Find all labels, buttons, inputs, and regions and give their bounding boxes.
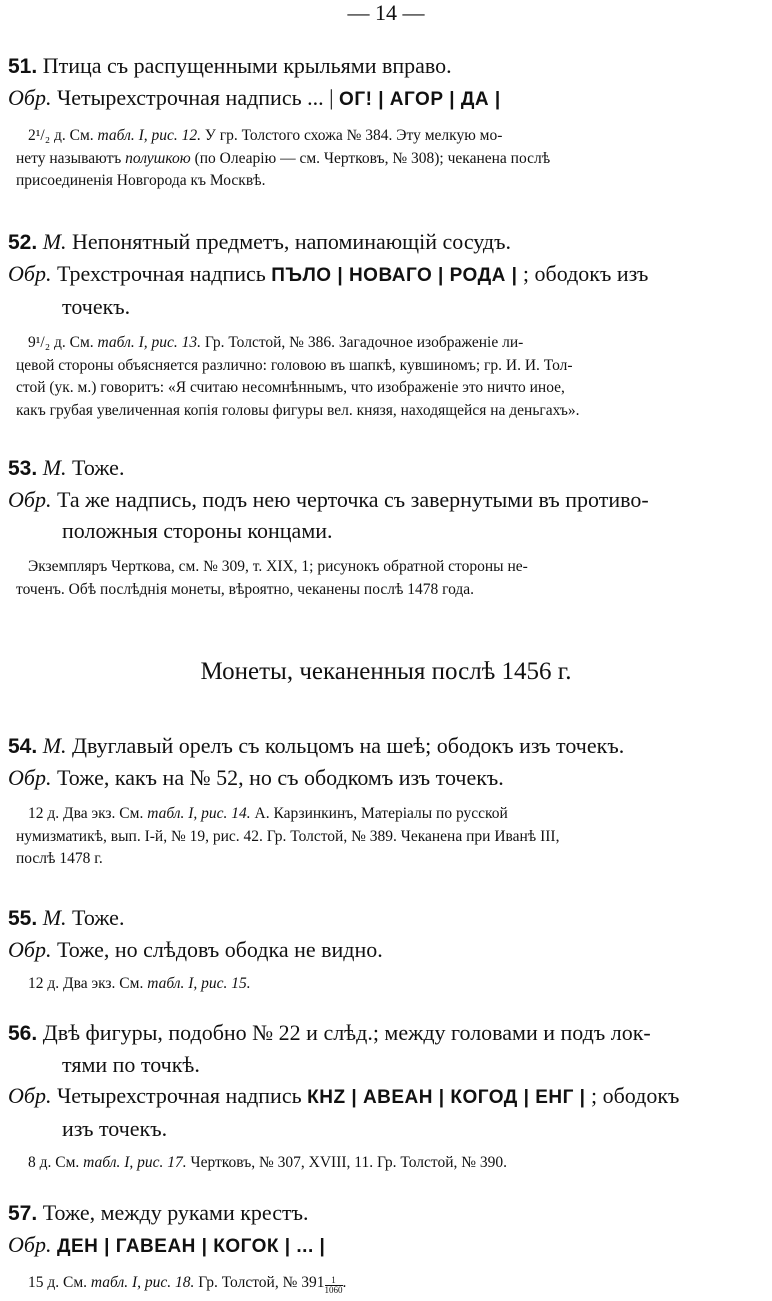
entry-number: 55. (8, 907, 38, 930)
note-size: 2¹/₂ (28, 127, 51, 144)
note-line: 8 д. См. табл. I, рис. 17. Чертковъ, № 307, XVIII, 11. Гр. Толстой, № 390. (28, 1154, 508, 1171)
side-label: М. (42, 455, 67, 480)
obverse-text: Четырехстрочная надпись ... | (56, 85, 334, 110)
fraction: $\frac{1}{1060}$ (324, 1275, 343, 1295)
entry-title (8, 1017, 762, 1049)
entry-title (8, 50, 762, 82)
note-size: 9¹/₂ (28, 334, 51, 351)
obverse-label: Обр. (8, 85, 52, 110)
note-line: нумизматикѣ, вып. I-й, № 19, рис. 42. Гр. Толстой, № 389. Чеканена при Иванѣ III, (16, 827, 560, 845)
side-label: М. (42, 905, 67, 930)
note-line: 9¹/₂ д. См. табл. I, рис. 13. Гр. Толстой, № 386. Загадочное изображеніе ли- (28, 334, 524, 351)
obverse-label: Обр. (8, 765, 52, 790)
entry-number: 56. (8, 1022, 38, 1045)
obverse-line (8, 1229, 762, 1262)
obverse-line: Обр. Трехстрочная надпись ПЪЛО | НОВАГО | РОДА | ; ободокъ изъ (8, 261, 649, 286)
entry-number: 54. (8, 735, 38, 758)
obverse-line: Обр. Четырехстрочная надпись КНZ | АВЕАН | КОГОД | ЕНГ | ; ободокъ (8, 1083, 680, 1108)
obverse-line (8, 484, 762, 515)
page-number: — 14 — (347, 0, 425, 25)
note-line: стой (ук. м.) говоритъ: «Я считаю несомнѣннымъ, что изображеніе это ничто иное, (16, 379, 565, 396)
entry-54 (8, 730, 762, 871)
note-line: послѣ 1478 г. (16, 850, 103, 867)
entry-description-continuation: тями по точкѣ. (62, 1052, 200, 1077)
obverse-label: Обр. (8, 1232, 52, 1257)
obverse-continuation: точекъ. (62, 294, 131, 319)
entry-description: Двуглавый орелъ съ кольцомъ на шеѣ; ободокъ изъ точекъ. (72, 733, 625, 758)
note-table-ref: табл. I, рис. 17. (83, 1154, 187, 1171)
entry-title (8, 226, 762, 258)
entry-number: 52. (8, 231, 38, 254)
entry-description: Двѣ фигуры, подобно № 22 и слѣд.; между головами и подъ лок- (42, 1020, 651, 1045)
obverse-continuation: положныя стороны концами. (62, 518, 333, 543)
note-line: присоединенія Новгорода къ Москвѣ. (16, 172, 266, 189)
entry-description: Непонятный предметъ, напоминающій сосудъ. (72, 229, 511, 254)
entry-title (8, 452, 762, 484)
obverse-line (8, 762, 762, 793)
note-table-ref: табл. I, рис. 14. (147, 805, 251, 822)
entry-57 (8, 1197, 762, 1295)
obverse-line (8, 934, 762, 965)
entry-number: 53. (8, 457, 38, 480)
note-table-ref: табл. I, рис. 13. (97, 334, 201, 351)
note-line: 15 д. См. табл. I, рис. 18. Гр. Толстой, № 391 $\frac{1}{1060}$ . (28, 1274, 347, 1295)
obverse-text: Тоже, какъ на № 52, но съ ободкомъ изъ точекъ. (56, 765, 504, 790)
slavonic-inscription: ДЕН | ГАВЕАН | КОГОК | ... | (56, 1236, 326, 1257)
note-table-ref: табл. I, рис. 15. (147, 975, 251, 992)
note-table-ref: табл. I, рис. 12. (97, 127, 201, 144)
entry-52 (8, 226, 762, 422)
entry-53 (8, 452, 762, 601)
note-line: какъ грубая увеличенная копія головы фигуры вел. князя, находящейся на деньгахъ». (16, 401, 580, 419)
obverse-label: Обр. (8, 1083, 52, 1108)
entry-51 (8, 50, 762, 193)
slavonic-inscription: ОГ! | АГОР | ДА | (339, 89, 501, 110)
note-line: Экземпляръ Черткова, см. № 309, т. XIX, 1; рисунокъ обратной стороны не- (28, 558, 528, 575)
entry-56 (8, 1017, 762, 1175)
note-line: нету называютъ полушкою (по Олеарію — см. Чертковъ, № 308); чеканена послѣ (16, 149, 551, 167)
obverse-text: Тоже, но слѣдовъ ободка не видно. (56, 937, 383, 962)
entry-description: Тоже. (72, 905, 125, 930)
note-line: 2¹/₂ д. См. табл. I, рис. 12. У гр. Толстого схожа № 384. Эту мелкую мо- (28, 127, 503, 144)
entry-description: Тоже, между руками крестъ. (42, 1200, 309, 1225)
section-heading: Монеты, чеканенныя послѣ 1456 г. (200, 658, 572, 685)
obverse-text: Четырехстрочная надпись (56, 1083, 302, 1108)
obverse-line (8, 82, 762, 115)
note-line: 12 д. Два экз. См. табл. I, рис. 14. А. Карзинкинъ, Матеріалы по русской (28, 805, 508, 822)
slavonic-inscription: ПЪЛО | НОВАГО | РОДА | (271, 265, 518, 286)
obverse-label: Обр. (8, 487, 52, 512)
obverse-label: Обр. (8, 937, 52, 962)
obverse-continuation: изъ точекъ. (62, 1116, 168, 1141)
note-line: точенъ. Обѣ послѣднія монеты, вѣроятно, чеканены послѣ 1478 года. (16, 580, 475, 598)
obverse-text: Та же надпись, подъ нею черточка съ завернутыми въ противо- (56, 487, 649, 512)
note-line: 12 д. Два экз. См. табл. I, рис. 15. (28, 975, 251, 992)
entry-55 (8, 902, 762, 996)
entry-title (8, 902, 762, 934)
entry-number: 57. (8, 1202, 38, 1225)
entry-description: Птица съ распущенными крыльями вправо. (42, 53, 452, 78)
note-line: цевой стороны объясняется различно: головою въ шапкѣ, кувшиномъ; гр. И. И. Тол- (16, 356, 573, 374)
entry-number: 51. (8, 55, 38, 78)
entry-title (8, 1197, 762, 1229)
slavonic-inscription: КНZ | АВЕАН | КОГОД | ЕНГ | (307, 1087, 586, 1108)
side-label: М. (42, 229, 67, 254)
obverse-label: Обр. (8, 261, 52, 286)
side-label: М. (42, 733, 67, 758)
note-table-ref: табл. I, рис. 18. (90, 1274, 195, 1291)
entry-description: Тоже. (72, 455, 125, 480)
entry-title (8, 730, 762, 762)
obverse-text: Трехстрочная надпись (56, 261, 266, 286)
